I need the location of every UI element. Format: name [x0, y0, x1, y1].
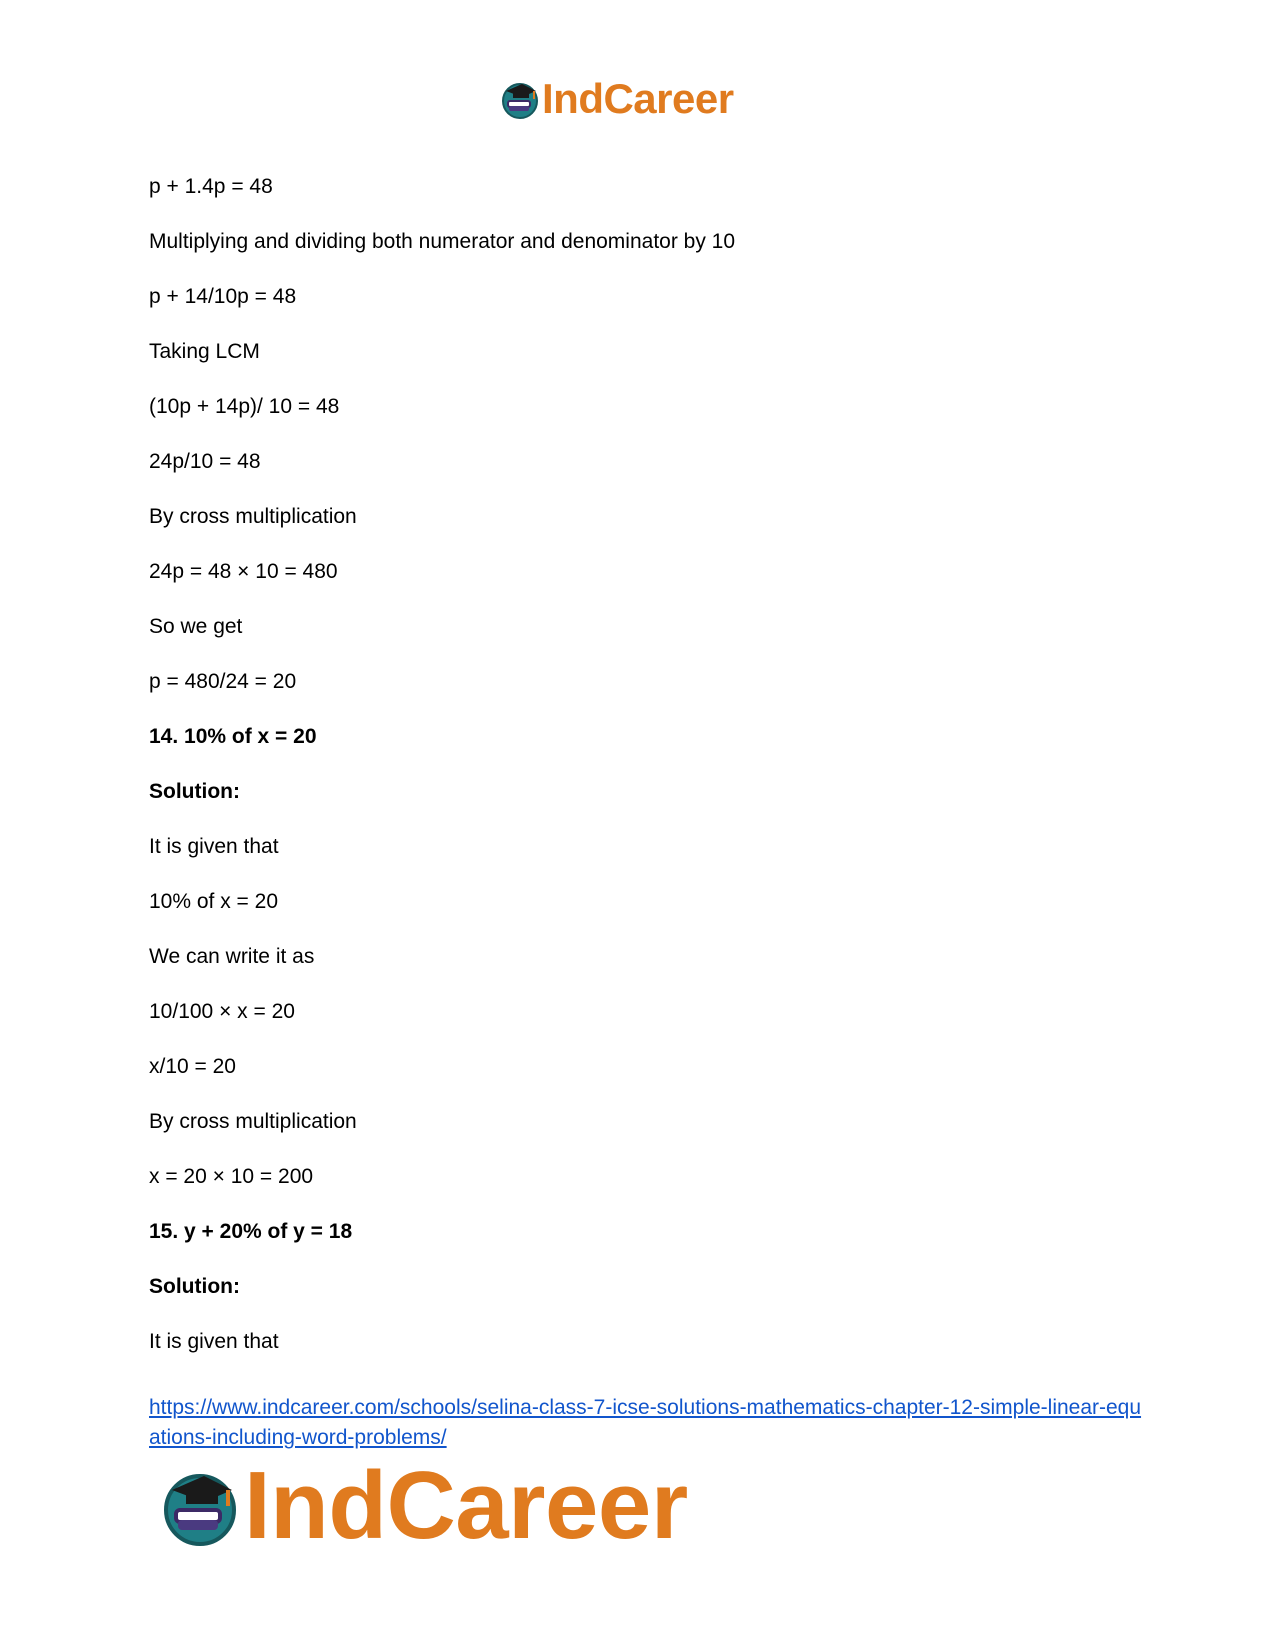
text-line: 24p/10 = 48	[149, 450, 261, 473]
text-line: 10/100 × x = 20	[149, 1000, 295, 1023]
text-line: x/10 = 20	[149, 1055, 236, 1078]
text-line: (10p + 14p)/ 10 = 48	[149, 395, 340, 418]
text-line: p + 14/10p = 48	[149, 285, 297, 308]
graduation-cap-book-globe-icon	[500, 79, 540, 119]
text-line: So we get	[149, 615, 243, 638]
brand-name: IndCareer	[244, 1452, 688, 1559]
text-line: 10% of x = 20	[149, 890, 279, 913]
text-line: By cross multiplication	[149, 1110, 357, 1133]
text-line: It is given that	[149, 1330, 279, 1353]
text-line: Taking LCM	[149, 340, 260, 363]
question-heading: 15. y + 20% of y = 18	[149, 1220, 353, 1243]
source-link[interactable]: https://www.indcareer.com/schools/selina-class-7-icse-solutions-mathematics-chapter-12-simple-linear-equations-including-word-problems/	[149, 1396, 1142, 1449]
footer-logo	[160, 1452, 688, 1559]
question-heading: Solution:	[149, 780, 240, 803]
text-line: x = 20 × 10 = 200	[149, 1165, 314, 1188]
text-line: By cross multiplication	[149, 505, 357, 528]
document-body	[149, 175, 1149, 1385]
header-logo	[500, 75, 734, 122]
text-line: 24p = 48 × 10 = 480	[149, 560, 338, 583]
text-line: p = 480/24 = 20	[149, 670, 297, 693]
graduation-cap-book-globe-icon	[160, 1466, 240, 1546]
question-heading: 14. 10% of x = 20	[149, 725, 317, 748]
text-line: We can write it as	[149, 945, 315, 968]
text-line: p + 1.4p = 48	[149, 175, 273, 198]
brand-name: IndCareer	[542, 75, 734, 122]
text-line: It is given that	[149, 835, 279, 858]
text-line: Multiplying and dividing both numerator and denominator by 10	[149, 230, 736, 253]
question-heading: Solution:	[149, 1275, 240, 1298]
